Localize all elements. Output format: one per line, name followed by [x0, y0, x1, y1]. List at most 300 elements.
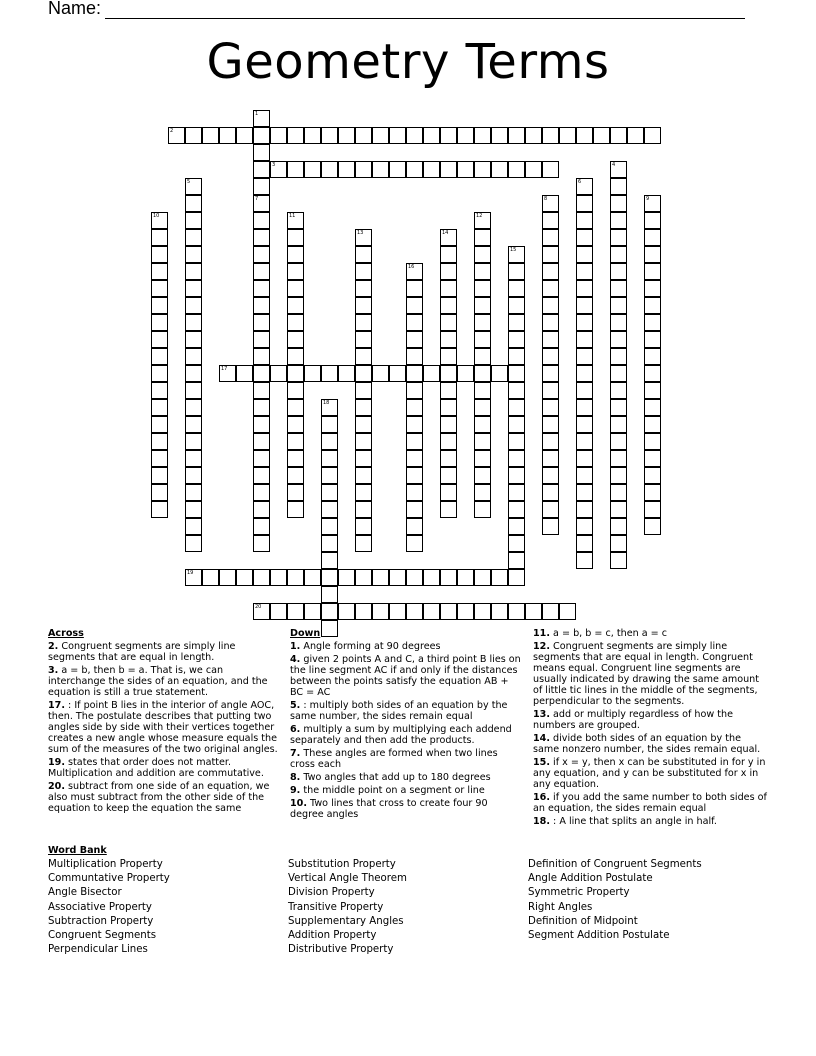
crossword-cell[interactable]: [644, 297, 661, 314]
crossword-cell[interactable]: [644, 433, 661, 450]
crossword-cell[interactable]: [304, 127, 321, 144]
crossword-cell[interactable]: [576, 365, 593, 382]
crossword-cell[interactable]: [508, 263, 525, 280]
crossword-cell[interactable]: [576, 484, 593, 501]
crossword-cell[interactable]: [389, 161, 406, 178]
crossword-cell[interactable]: [491, 603, 508, 620]
crossword-cell[interactable]: [253, 229, 270, 246]
crossword-cell[interactable]: [355, 331, 372, 348]
crossword-cell[interactable]: [508, 365, 525, 382]
crossword-cell[interactable]: [474, 263, 491, 280]
crossword-cell[interactable]: [338, 603, 355, 620]
crossword-cell[interactable]: [474, 450, 491, 467]
crossword-cell[interactable]: [508, 382, 525, 399]
crossword-cell[interactable]: [610, 433, 627, 450]
crossword-cell[interactable]: [287, 246, 304, 263]
crossword-cell[interactable]: [406, 569, 423, 586]
crossword-cell[interactable]: [508, 246, 525, 263]
crossword-cell[interactable]: [576, 263, 593, 280]
crossword-cell[interactable]: [423, 603, 440, 620]
crossword-cell[interactable]: [355, 314, 372, 331]
crossword-cell[interactable]: [644, 314, 661, 331]
crossword-cell[interactable]: [644, 127, 661, 144]
crossword-cell[interactable]: [610, 127, 627, 144]
crossword-cell[interactable]: [644, 450, 661, 467]
crossword-cell[interactable]: [253, 467, 270, 484]
crossword-cell[interactable]: [474, 484, 491, 501]
crossword-cell[interactable]: [253, 433, 270, 450]
crossword-cell[interactable]: [321, 127, 338, 144]
crossword-cell[interactable]: [525, 603, 542, 620]
crossword-cell[interactable]: [321, 552, 338, 569]
crossword-cell[interactable]: [474, 416, 491, 433]
crossword-cell[interactable]: [355, 399, 372, 416]
crossword-cell[interactable]: [457, 603, 474, 620]
crossword-cell[interactable]: [270, 603, 287, 620]
crossword-cell[interactable]: [185, 297, 202, 314]
crossword-cell[interactable]: [440, 348, 457, 365]
crossword-cell[interactable]: [253, 569, 270, 586]
crossword-cell[interactable]: [151, 399, 168, 416]
crossword-cell[interactable]: [508, 433, 525, 450]
crossword-cell[interactable]: [508, 501, 525, 518]
crossword-cell[interactable]: [457, 365, 474, 382]
crossword-cell[interactable]: [610, 331, 627, 348]
crossword-cell[interactable]: [474, 569, 491, 586]
crossword-cell[interactable]: [253, 382, 270, 399]
crossword-cell[interactable]: [542, 501, 559, 518]
crossword-cell[interactable]: [355, 484, 372, 501]
crossword-cell[interactable]: [440, 382, 457, 399]
crossword-cell[interactable]: [559, 127, 576, 144]
crossword-cell[interactable]: [508, 467, 525, 484]
crossword-cell[interactable]: [355, 365, 372, 382]
crossword-cell[interactable]: [610, 382, 627, 399]
crossword-cell[interactable]: [576, 552, 593, 569]
crossword-cell[interactable]: [542, 433, 559, 450]
crossword-cell[interactable]: [474, 331, 491, 348]
crossword-cell[interactable]: [253, 280, 270, 297]
crossword-cell[interactable]: [253, 365, 270, 382]
crossword-cell[interactable]: [542, 229, 559, 246]
crossword-cell[interactable]: [576, 535, 593, 552]
crossword-cell[interactable]: [491, 127, 508, 144]
crossword-cell[interactable]: [542, 484, 559, 501]
crossword-cell[interactable]: [474, 297, 491, 314]
crossword-cell[interactable]: [287, 212, 304, 229]
crossword-cell[interactable]: [253, 178, 270, 195]
crossword-cell[interactable]: [610, 501, 627, 518]
crossword-cell[interactable]: [576, 416, 593, 433]
crossword-cell[interactable]: [474, 467, 491, 484]
crossword-cell[interactable]: [610, 484, 627, 501]
crossword-cell[interactable]: [151, 467, 168, 484]
crossword-cell[interactable]: [508, 399, 525, 416]
crossword-cell[interactable]: [151, 280, 168, 297]
crossword-cell[interactable]: [644, 501, 661, 518]
crossword-cell[interactable]: [151, 484, 168, 501]
crossword-cell[interactable]: [321, 484, 338, 501]
crossword-cell[interactable]: [287, 382, 304, 399]
crossword-cell[interactable]: [321, 433, 338, 450]
crossword-cell[interactable]: [644, 484, 661, 501]
crossword-cell[interactable]: [389, 127, 406, 144]
crossword-cell[interactable]: [151, 433, 168, 450]
crossword-cell[interactable]: [287, 416, 304, 433]
crossword-cell[interactable]: [287, 450, 304, 467]
crossword-cell[interactable]: [508, 280, 525, 297]
crossword-cell[interactable]: [406, 450, 423, 467]
crossword-cell[interactable]: [423, 569, 440, 586]
crossword-cell[interactable]: [593, 127, 610, 144]
crossword-cell[interactable]: [610, 365, 627, 382]
crossword-cell[interactable]: [287, 331, 304, 348]
crossword-cell[interactable]: [253, 246, 270, 263]
crossword-cell[interactable]: [185, 229, 202, 246]
crossword-cell[interactable]: [253, 603, 270, 620]
crossword-cell[interactable]: [253, 110, 270, 127]
crossword-cell[interactable]: [644, 348, 661, 365]
crossword-cell[interactable]: [542, 314, 559, 331]
crossword-cell[interactable]: [372, 569, 389, 586]
crossword-cell[interactable]: [185, 127, 202, 144]
crossword-cell[interactable]: [508, 314, 525, 331]
crossword-cell[interactable]: [321, 416, 338, 433]
crossword-cell[interactable]: [253, 518, 270, 535]
crossword-cell[interactable]: [644, 416, 661, 433]
crossword-cell[interactable]: [542, 518, 559, 535]
crossword-cell[interactable]: [610, 399, 627, 416]
crossword-cell[interactable]: [542, 246, 559, 263]
crossword-cell[interactable]: [287, 603, 304, 620]
crossword-cell[interactable]: [644, 280, 661, 297]
crossword-cell[interactable]: [151, 246, 168, 263]
crossword-cell[interactable]: [287, 161, 304, 178]
crossword-cell[interactable]: [474, 365, 491, 382]
crossword-cell[interactable]: [185, 569, 202, 586]
crossword-cell[interactable]: [151, 297, 168, 314]
crossword-cell[interactable]: [185, 535, 202, 552]
crossword-cell[interactable]: [338, 127, 355, 144]
crossword-cell[interactable]: [406, 348, 423, 365]
crossword-cell[interactable]: [372, 161, 389, 178]
crossword-cell[interactable]: [321, 365, 338, 382]
crossword-cell[interactable]: [372, 127, 389, 144]
crossword-cell[interactable]: [202, 127, 219, 144]
crossword-cell[interactable]: [321, 518, 338, 535]
crossword-cell[interactable]: [253, 416, 270, 433]
crossword-cell[interactable]: [440, 450, 457, 467]
crossword-cell[interactable]: [457, 569, 474, 586]
crossword-cell[interactable]: [610, 246, 627, 263]
crossword-cell[interactable]: [185, 416, 202, 433]
crossword-cell[interactable]: [287, 348, 304, 365]
crossword-cell[interactable]: [253, 314, 270, 331]
crossword-cell[interactable]: [253, 297, 270, 314]
crossword-cell[interactable]: [542, 127, 559, 144]
crossword-cell[interactable]: [440, 314, 457, 331]
crossword-cell[interactable]: [559, 603, 576, 620]
crossword-cell[interactable]: [542, 603, 559, 620]
crossword-cell[interactable]: [304, 569, 321, 586]
crossword-cell[interactable]: [355, 569, 372, 586]
crossword-cell[interactable]: [440, 331, 457, 348]
crossword-cell[interactable]: [406, 518, 423, 535]
crossword-cell[interactable]: [610, 450, 627, 467]
crossword-cell[interactable]: [151, 212, 168, 229]
crossword-cell[interactable]: [542, 263, 559, 280]
crossword-cell[interactable]: [287, 365, 304, 382]
crossword-cell[interactable]: [576, 399, 593, 416]
crossword-cell[interactable]: [576, 467, 593, 484]
crossword-cell[interactable]: [287, 263, 304, 280]
crossword-cell[interactable]: [185, 195, 202, 212]
crossword-cell[interactable]: [508, 297, 525, 314]
crossword-cell[interactable]: [338, 365, 355, 382]
crossword-cell[interactable]: [474, 127, 491, 144]
crossword-cell[interactable]: [185, 382, 202, 399]
crossword-cell[interactable]: [355, 501, 372, 518]
crossword-cell[interactable]: [474, 399, 491, 416]
crossword-cell[interactable]: [151, 450, 168, 467]
crossword-cell[interactable]: [576, 178, 593, 195]
crossword-cell[interactable]: [644, 331, 661, 348]
crossword-cell[interactable]: [508, 127, 525, 144]
crossword-cell[interactable]: [576, 280, 593, 297]
crossword-cell[interactable]: [474, 314, 491, 331]
crossword-cell[interactable]: [576, 297, 593, 314]
crossword-cell[interactable]: [270, 127, 287, 144]
crossword-cell[interactable]: [576, 518, 593, 535]
crossword-cell[interactable]: [287, 569, 304, 586]
crossword-cell[interactable]: [253, 348, 270, 365]
crossword-cell[interactable]: [253, 195, 270, 212]
crossword-cell[interactable]: [287, 280, 304, 297]
crossword-cell[interactable]: [338, 569, 355, 586]
crossword-cell[interactable]: [151, 314, 168, 331]
crossword-cell[interactable]: [440, 484, 457, 501]
crossword-cell[interactable]: [253, 450, 270, 467]
crossword-cell[interactable]: [406, 263, 423, 280]
crossword-cell[interactable]: [508, 450, 525, 467]
crossword-cell[interactable]: [542, 331, 559, 348]
crossword-cell[interactable]: [185, 331, 202, 348]
crossword-cell[interactable]: [406, 399, 423, 416]
crossword-cell[interactable]: [185, 501, 202, 518]
crossword-cell[interactable]: [151, 416, 168, 433]
crossword-cell[interactable]: [185, 263, 202, 280]
crossword-cell[interactable]: [644, 399, 661, 416]
crossword-cell[interactable]: [610, 161, 627, 178]
crossword-cell[interactable]: [440, 433, 457, 450]
crossword-cell[interactable]: [610, 416, 627, 433]
crossword-cell[interactable]: [440, 263, 457, 280]
crossword-cell[interactable]: [644, 246, 661, 263]
crossword-cell[interactable]: [287, 297, 304, 314]
crossword-cell[interactable]: [644, 212, 661, 229]
crossword-cell[interactable]: [355, 263, 372, 280]
crossword-cell[interactable]: [253, 331, 270, 348]
crossword-cell[interactable]: [406, 314, 423, 331]
crossword-cell[interactable]: [372, 603, 389, 620]
crossword-cell[interactable]: [253, 484, 270, 501]
crossword-cell[interactable]: [406, 127, 423, 144]
crossword-cell[interactable]: [287, 314, 304, 331]
crossword-cell[interactable]: [406, 603, 423, 620]
crossword-cell[interactable]: [185, 348, 202, 365]
crossword-cell[interactable]: [270, 161, 287, 178]
crossword-cell[interactable]: [610, 518, 627, 535]
crossword-cell[interactable]: [304, 161, 321, 178]
crossword-cell[interactable]: [406, 161, 423, 178]
crossword-cell[interactable]: [287, 399, 304, 416]
crossword-cell[interactable]: [576, 212, 593, 229]
crossword-cell[interactable]: [644, 229, 661, 246]
crossword-cell[interactable]: [440, 416, 457, 433]
crossword-cell[interactable]: [185, 280, 202, 297]
crossword-cell[interactable]: [508, 552, 525, 569]
crossword-cell[interactable]: [355, 416, 372, 433]
crossword-cell[interactable]: [542, 416, 559, 433]
crossword-cell[interactable]: [355, 348, 372, 365]
crossword-cell[interactable]: [440, 365, 457, 382]
crossword-cell[interactable]: [287, 484, 304, 501]
crossword-cell[interactable]: [321, 535, 338, 552]
crossword-cell[interactable]: [406, 467, 423, 484]
crossword-cell[interactable]: [219, 127, 236, 144]
crossword-cell[interactable]: [321, 450, 338, 467]
crossword-cell[interactable]: [355, 467, 372, 484]
crossword-cell[interactable]: [644, 365, 661, 382]
crossword-cell[interactable]: [406, 331, 423, 348]
crossword-cell[interactable]: [508, 518, 525, 535]
crossword-cell[interactable]: [406, 433, 423, 450]
crossword-cell[interactable]: [253, 144, 270, 161]
crossword-cell[interactable]: [185, 450, 202, 467]
crossword-cell[interactable]: [355, 382, 372, 399]
crossword-cell[interactable]: [610, 467, 627, 484]
crossword-cell[interactable]: [474, 280, 491, 297]
crossword-cell[interactable]: [185, 365, 202, 382]
crossword-cell[interactable]: [440, 603, 457, 620]
crossword-cell[interactable]: [151, 382, 168, 399]
crossword-cell[interactable]: [440, 569, 457, 586]
crossword-cell[interactable]: [644, 195, 661, 212]
crossword-cell[interactable]: [185, 178, 202, 195]
crossword-cell[interactable]: [219, 365, 236, 382]
crossword-cell[interactable]: [355, 127, 372, 144]
crossword-cell[interactable]: [457, 161, 474, 178]
crossword-cell[interactable]: [355, 161, 372, 178]
crossword-cell[interactable]: [236, 569, 253, 586]
crossword-cell[interactable]: [474, 433, 491, 450]
crossword-cell[interactable]: [423, 127, 440, 144]
crossword-cell[interactable]: [406, 297, 423, 314]
crossword-cell[interactable]: [440, 399, 457, 416]
crossword-cell[interactable]: [610, 263, 627, 280]
crossword-cell[interactable]: [355, 297, 372, 314]
crossword-cell[interactable]: [253, 399, 270, 416]
crossword-cell[interactable]: [321, 603, 338, 620]
crossword-cell[interactable]: [610, 314, 627, 331]
crossword-cell[interactable]: [321, 467, 338, 484]
crossword-cell[interactable]: [576, 314, 593, 331]
crossword-cell[interactable]: [406, 382, 423, 399]
crossword-cell[interactable]: [457, 127, 474, 144]
crossword-cell[interactable]: [508, 569, 525, 586]
crossword-cell[interactable]: [287, 467, 304, 484]
crossword-cell[interactable]: [576, 229, 593, 246]
crossword-cell[interactable]: [185, 314, 202, 331]
crossword-cell[interactable]: [185, 467, 202, 484]
crossword-cell[interactable]: [253, 535, 270, 552]
crossword-cell[interactable]: [576, 433, 593, 450]
crossword-cell[interactable]: [474, 212, 491, 229]
crossword-cell[interactable]: [270, 569, 287, 586]
crossword-cell[interactable]: [508, 416, 525, 433]
crossword-cell[interactable]: [508, 331, 525, 348]
crossword-cell[interactable]: [542, 450, 559, 467]
crossword-cell[interactable]: [525, 127, 542, 144]
crossword-cell[interactable]: [287, 127, 304, 144]
crossword-cell[interactable]: [491, 161, 508, 178]
crossword-cell[interactable]: [576, 348, 593, 365]
crossword-cell[interactable]: [576, 382, 593, 399]
crossword-cell[interactable]: [542, 348, 559, 365]
crossword-cell[interactable]: [542, 365, 559, 382]
crossword-cell[interactable]: [185, 212, 202, 229]
crossword-cell[interactable]: [542, 467, 559, 484]
crossword-cell[interactable]: [185, 433, 202, 450]
crossword-cell[interactable]: [151, 229, 168, 246]
crossword-cell[interactable]: [338, 161, 355, 178]
crossword-cell[interactable]: [474, 603, 491, 620]
crossword-cell[interactable]: [610, 297, 627, 314]
crossword-cell[interactable]: [219, 569, 236, 586]
crossword-cell[interactable]: [185, 518, 202, 535]
crossword-cell[interactable]: [389, 365, 406, 382]
crossword-cell[interactable]: [491, 365, 508, 382]
crossword-cell[interactable]: [355, 603, 372, 620]
crossword-cell[interactable]: [236, 365, 253, 382]
crossword-cell[interactable]: [610, 280, 627, 297]
crossword-cell[interactable]: [610, 212, 627, 229]
crossword-cell[interactable]: [287, 433, 304, 450]
crossword-cell[interactable]: [151, 331, 168, 348]
crossword-cell[interactable]: [287, 501, 304, 518]
crossword-cell[interactable]: [440, 246, 457, 263]
crossword-cell[interactable]: [355, 535, 372, 552]
crossword-cell[interactable]: [270, 365, 287, 382]
crossword-cell[interactable]: [644, 518, 661, 535]
crossword-cell[interactable]: [406, 501, 423, 518]
crossword-cell[interactable]: [440, 127, 457, 144]
crossword-cell[interactable]: [151, 365, 168, 382]
crossword-cell[interactable]: [287, 229, 304, 246]
crossword-cell[interactable]: [406, 484, 423, 501]
crossword-cell[interactable]: [253, 127, 270, 144]
crossword-cell[interactable]: [610, 195, 627, 212]
crossword-cell[interactable]: [644, 467, 661, 484]
crossword-cell[interactable]: [610, 552, 627, 569]
crossword-cell[interactable]: [644, 263, 661, 280]
crossword-cell[interactable]: [321, 501, 338, 518]
crossword-cell[interactable]: [576, 450, 593, 467]
crossword-cell[interactable]: [440, 297, 457, 314]
crossword-cell[interactable]: [508, 161, 525, 178]
crossword-cell[interactable]: [321, 569, 338, 586]
crossword-cell[interactable]: [440, 161, 457, 178]
